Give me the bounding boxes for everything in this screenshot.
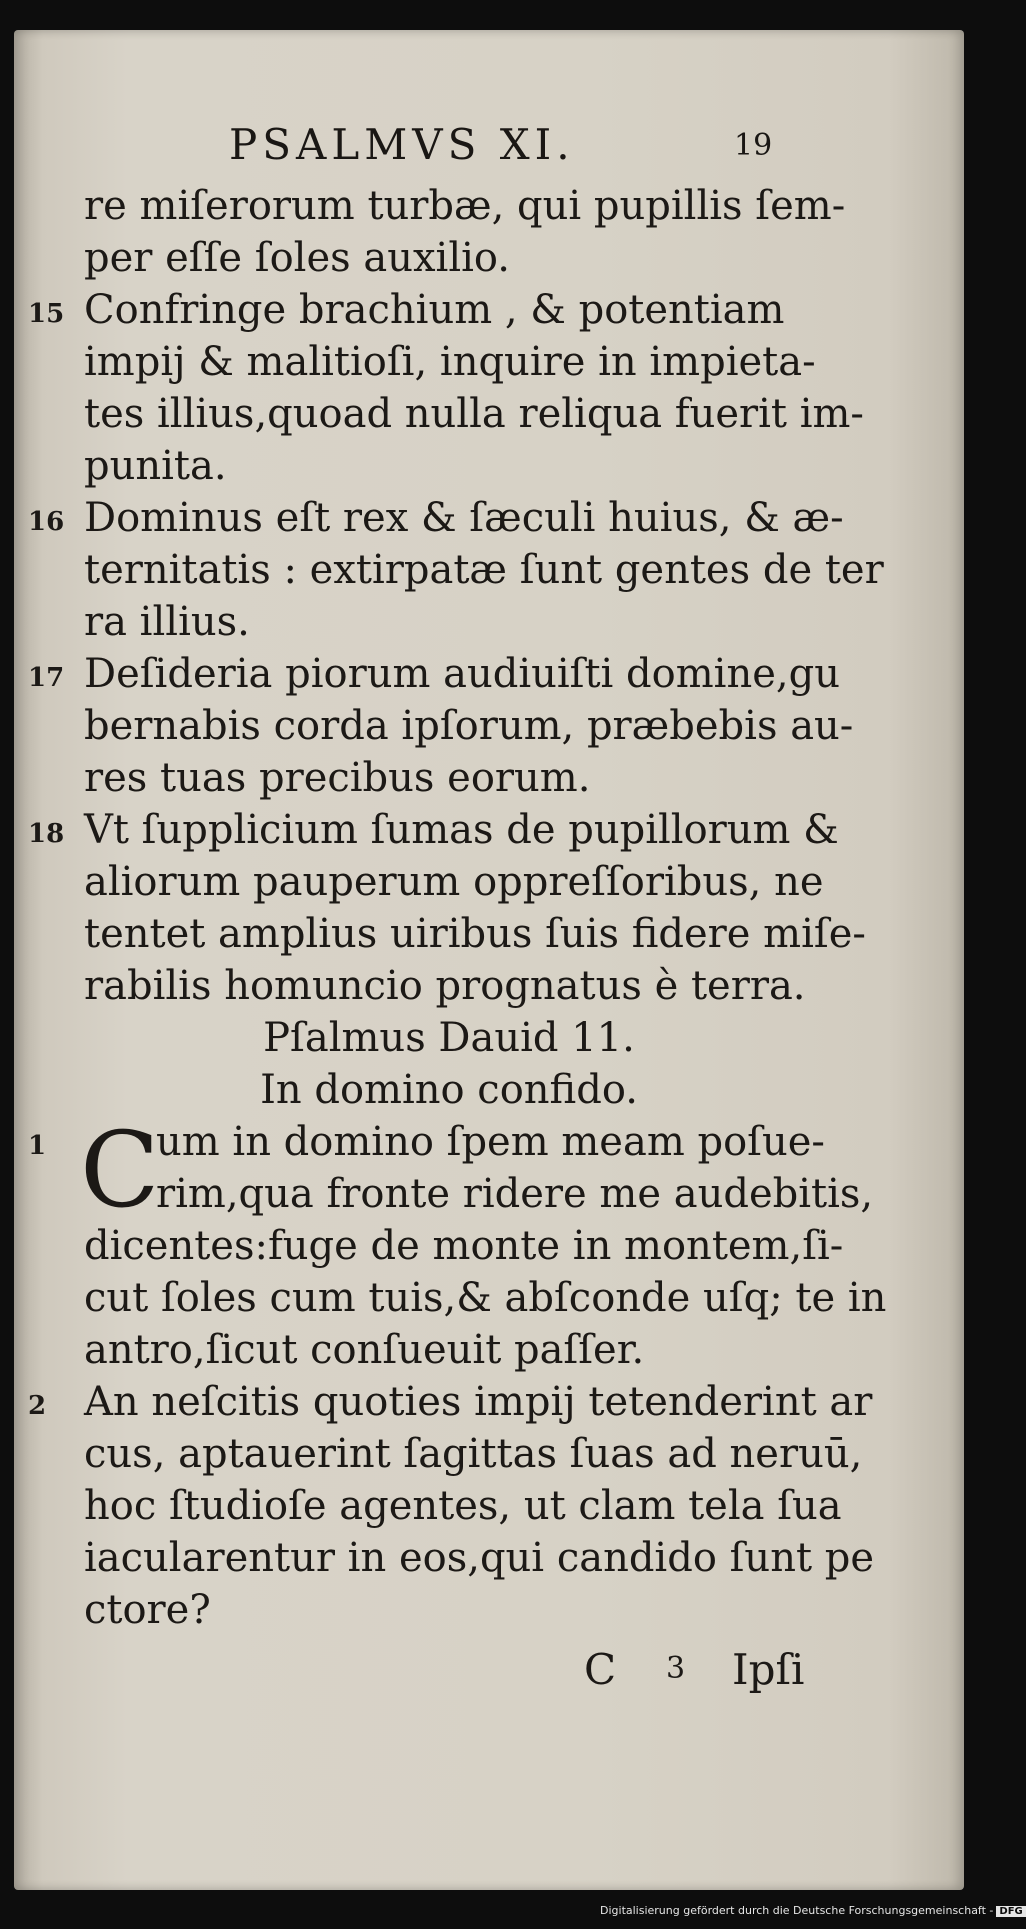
drop-cap: C: [80, 1109, 160, 1231]
text-line: impij & malitioſi, inquire in impieta-: [84, 339, 816, 385]
text-block: [28, 180, 887, 1636]
text-line: 16 Dominus eſt rex & ſæculi huius, & æ-: [84, 492, 814, 544]
verse-number: 16: [28, 507, 65, 537]
text-line: 15 Confringe brachium , & potentiam: [84, 284, 814, 336]
running-header: [14, 120, 964, 180]
text-line: tes illius,quoad nulla reliqua fuerit im-: [84, 391, 864, 437]
verse-number: 17: [28, 663, 65, 693]
credit-text: Digitalisierung gefördert durch die Deutsche Forschungsgemeinschaft -: [600, 1904, 994, 1917]
text-line: antro,ſicut conſueuit paſſer.: [84, 1327, 645, 1373]
verse-number: 1: [28, 1131, 47, 1161]
text-line: um in domino ſpem meam poſue-: [156, 1119, 825, 1165]
text-line: 18 Vt ſupplicium ſumas de pupillorum &: [84, 804, 814, 856]
text-line: dicentes:fuge de monte in montem,ſi-: [84, 1223, 844, 1269]
psalm-subtitle: In domino confido.: [260, 1067, 638, 1113]
signature-number: 3: [666, 1651, 686, 1686]
text-line: aliorum pauperum oppreſſoribus, ne: [84, 859, 824, 905]
book-page: [14, 30, 964, 1890]
text-line: ctore?: [84, 1587, 211, 1633]
verse-line: [28, 1376, 873, 1428]
verse-number: 15: [28, 299, 65, 329]
verse-number: 2: [28, 1391, 47, 1421]
text-line: rim,qua fronte ridere me audebitis,: [156, 1171, 874, 1217]
text-line: per eſſe ſoles auxilio.: [84, 235, 511, 281]
running-title: PSALMVS XI.: [229, 120, 575, 169]
text-line: bernabis corda ipſorum, præbebis au-: [84, 703, 854, 749]
text-line: tentet amplius uiribus ſuis fidere miſe-: [84, 911, 866, 957]
text-line: re miſerorum turbæ, qui pupillis ſem-: [84, 183, 846, 229]
dfg-logo-icon: DFG: [996, 1906, 1025, 1917]
text-line: ternitatis : extirpatæ ſunt gentes de ter: [84, 547, 884, 593]
text-line: An neſcitis quoties impij tetenderint ar: [84, 1379, 873, 1425]
text-line: iacularentur in eos,qui candido ſunt pe: [84, 1535, 875, 1581]
text-line: cus, aptauerint ſagittas ſuas ad neruū,: [84, 1431, 863, 1477]
verse-number: 18: [28, 819, 65, 849]
signature-mark: C: [584, 1645, 617, 1694]
text-line: cut ſoles cum tuis,& abſconde uſq; te in: [84, 1275, 887, 1321]
digitization-credit: [600, 1904, 1026, 1917]
catchline: [14, 1645, 964, 1705]
text-line: 17 Deſideria piorum audiuiſti domine,gu: [84, 648, 814, 700]
catchword: Ipſi: [732, 1645, 805, 1694]
page-number: 19: [734, 128, 773, 163]
text-line: ra illius.: [84, 599, 250, 645]
text-line: res tuas precibus eorum.: [84, 755, 591, 801]
text-line: hoc ſtudioſe agentes, ut clam tela ſua: [84, 1483, 842, 1529]
text-line: punita.: [84, 443, 227, 489]
text-line: rabilis homuncio prognatus è terra.: [84, 963, 806, 1009]
psalm-title: Pſalmus Dauid 11.: [263, 1015, 635, 1061]
